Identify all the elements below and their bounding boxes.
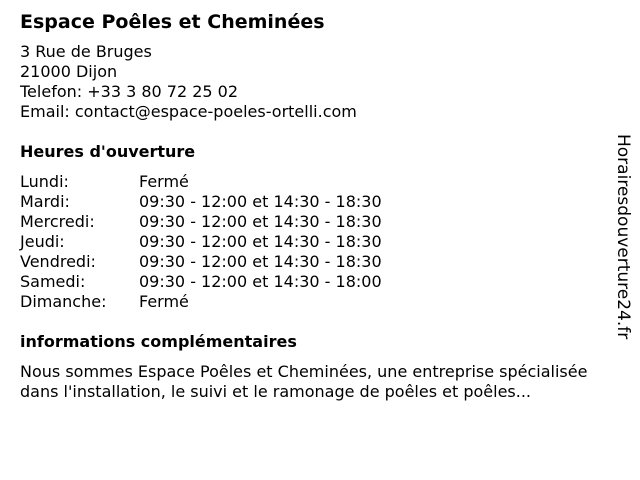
hours-row-tuesday <box>20 192 625 212</box>
hours-row-wednesday <box>20 212 625 232</box>
info-heading: informations complémentaires <box>20 332 297 351</box>
opening-hours-table <box>20 172 625 312</box>
day-label: Lundi: <box>20 172 69 191</box>
time-value: 09:30 - 12:00 et 14:30 - 18:30 <box>139 232 382 251</box>
day-label: Mercredi: <box>20 212 95 231</box>
watermark <box>611 134 637 344</box>
day-label: Dimanche: <box>20 292 107 311</box>
day-label: Vendredi: <box>20 252 96 271</box>
email-address: Email: contact@espace-poeles-ortelli.com <box>20 102 357 121</box>
hours-row-thursday <box>20 232 625 252</box>
hours-row-monday <box>20 172 625 192</box>
time-value: Fermé <box>139 292 189 311</box>
watermark-text: Horairesdouverture24.fr <box>613 134 633 340</box>
business-card <box>20 10 625 402</box>
hours-heading: Heures d'ouverture <box>20 142 196 161</box>
city-address: 21000 Dijon <box>20 62 118 81</box>
street-address: 3 Rue de Bruges <box>20 42 152 61</box>
time-value: Fermé <box>139 172 189 191</box>
time-value: 09:30 - 12:00 et 14:30 - 18:30 <box>139 192 382 211</box>
hours-row-friday <box>20 252 625 272</box>
contact-block <box>20 42 625 122</box>
hours-row-sunday <box>20 292 625 312</box>
day-label: Samedi: <box>20 272 86 291</box>
hours-row-saturday <box>20 272 625 292</box>
info-description: Nous sommes Espace Poêles et Cheminées, une entreprise spécialisée dans l'installation, le suivi et le ramonage de poêles et poêles... <box>20 362 588 401</box>
day-label: Jeudi: <box>20 232 65 251</box>
time-value: 09:30 - 12:00 et 14:30 - 18:30 <box>139 212 382 231</box>
day-label: Mardi: <box>20 192 70 211</box>
time-value: 09:30 - 12:00 et 14:30 - 18:30 <box>139 252 382 271</box>
time-value: 09:30 - 12:00 et 14:30 - 18:00 <box>139 272 382 291</box>
phone-number: Telefon: +33 3 80 72 25 02 <box>20 82 239 101</box>
business-name: Espace Poêles et Cheminées <box>20 11 325 33</box>
